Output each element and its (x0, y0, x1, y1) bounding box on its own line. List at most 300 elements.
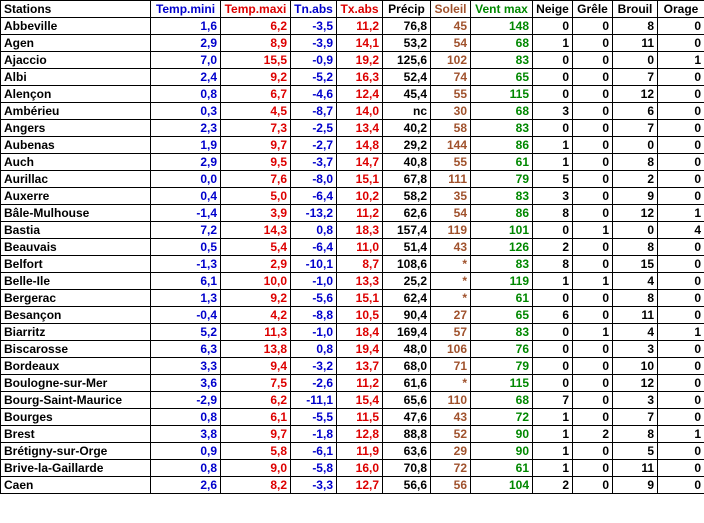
cell-grele: 0 (573, 86, 613, 103)
cell-tmin: -1,4 (151, 205, 221, 222)
cell-tmax: 4,2 (221, 307, 291, 324)
column-header-grele: Grêle (573, 1, 613, 18)
cell-precip: 53,2 (383, 35, 431, 52)
cell-orage: 0 (658, 18, 704, 35)
cell-vent: 83 (471, 256, 533, 273)
cell-brouil: 7 (613, 409, 658, 426)
cell-soleil: 74 (431, 69, 471, 86)
cell-brouil: 12 (613, 205, 658, 222)
cell-station: Caen (1, 477, 151, 494)
table-row (1, 460, 704, 477)
cell-precip: nc (383, 103, 431, 120)
cell-station: Alençon (1, 86, 151, 103)
cell-precip: 67,8 (383, 171, 431, 188)
cell-grele: 0 (573, 290, 613, 307)
cell-tmax: 14,3 (221, 222, 291, 239)
cell-neige: 1 (533, 35, 573, 52)
cell-precip: 65,6 (383, 392, 431, 409)
cell-tnabs: -3,5 (291, 18, 337, 35)
cell-tnabs: -6,4 (291, 188, 337, 205)
cell-neige: 0 (533, 290, 573, 307)
cell-brouil: 12 (613, 375, 658, 392)
cell-tmax: 5,4 (221, 239, 291, 256)
cell-tmax: 13,8 (221, 341, 291, 358)
cell-grele: 0 (573, 375, 613, 392)
cell-brouil: 4 (613, 324, 658, 341)
cell-precip: 62,6 (383, 205, 431, 222)
cell-brouil: 7 (613, 69, 658, 86)
cell-precip: 56,6 (383, 477, 431, 494)
cell-soleil: 54 (431, 205, 471, 222)
cell-tmax: 7,6 (221, 171, 291, 188)
cell-tnabs: -5,6 (291, 290, 337, 307)
cell-precip: 47,6 (383, 409, 431, 426)
column-header-tmin: Temp.mini (151, 1, 221, 18)
cell-tmax: 9,2 (221, 290, 291, 307)
cell-orage: 0 (658, 307, 704, 324)
cell-grele: 0 (573, 154, 613, 171)
cell-grele: 0 (573, 103, 613, 120)
cell-tnabs: -4,6 (291, 86, 337, 103)
cell-brouil: 6 (613, 103, 658, 120)
cell-orage: 0 (658, 443, 704, 460)
cell-brouil: 0 (613, 222, 658, 239)
cell-orage: 0 (658, 69, 704, 86)
cell-station: Boulogne-sur-Mer (1, 375, 151, 392)
cell-tmin: 7,2 (151, 222, 221, 239)
cell-station: Bordeaux (1, 358, 151, 375)
cell-soleil: 43 (431, 239, 471, 256)
cell-soleil: 35 (431, 188, 471, 205)
table-row (1, 69, 704, 86)
cell-soleil: 27 (431, 307, 471, 324)
cell-tnabs: -3,2 (291, 358, 337, 375)
cell-precip: 157,4 (383, 222, 431, 239)
column-header-station: Stations (1, 1, 151, 18)
cell-txabs: 11,2 (337, 18, 383, 35)
cell-soleil: 55 (431, 86, 471, 103)
cell-brouil: 9 (613, 477, 658, 494)
cell-tmin: 2,4 (151, 69, 221, 86)
cell-neige: 1 (533, 409, 573, 426)
cell-precip: 51,4 (383, 239, 431, 256)
cell-brouil: 12 (613, 86, 658, 103)
cell-tmax: 8,2 (221, 477, 291, 494)
cell-tnabs: -1,8 (291, 426, 337, 443)
table-row (1, 154, 704, 171)
cell-grele: 0 (573, 18, 613, 35)
table-row (1, 341, 704, 358)
cell-vent: 83 (471, 52, 533, 69)
cell-tnabs: -2,6 (291, 375, 337, 392)
cell-brouil: 15 (613, 256, 658, 273)
cell-orage: 0 (658, 392, 704, 409)
cell-soleil: 55 (431, 154, 471, 171)
table-body (1, 18, 704, 494)
cell-tmin: 0,8 (151, 86, 221, 103)
cell-vent: 76 (471, 341, 533, 358)
cell-grele: 2 (573, 426, 613, 443)
cell-soleil: 111 (431, 171, 471, 188)
cell-txabs: 11,2 (337, 205, 383, 222)
cell-brouil: 9 (613, 188, 658, 205)
cell-vent: 65 (471, 307, 533, 324)
cell-tmin: 0,9 (151, 443, 221, 460)
cell-precip: 88,8 (383, 426, 431, 443)
cell-grele: 1 (573, 273, 613, 290)
cell-neige: 8 (533, 205, 573, 222)
cell-station: Agen (1, 35, 151, 52)
cell-soleil: 110 (431, 392, 471, 409)
cell-precip: 58,2 (383, 188, 431, 205)
cell-vent: 86 (471, 137, 533, 154)
cell-tmin: 1,3 (151, 290, 221, 307)
table-row (1, 171, 704, 188)
cell-txabs: 13,7 (337, 358, 383, 375)
cell-precip: 63,6 (383, 443, 431, 460)
cell-vent: 72 (471, 409, 533, 426)
cell-tnabs: -3,9 (291, 35, 337, 52)
cell-tmin: 5,2 (151, 324, 221, 341)
cell-tmin: 3,6 (151, 375, 221, 392)
cell-tmin: 1,6 (151, 18, 221, 35)
cell-station: Beauvais (1, 239, 151, 256)
cell-tnabs: -3,3 (291, 477, 337, 494)
cell-tmin: -0,4 (151, 307, 221, 324)
cell-station: Auxerre (1, 188, 151, 205)
cell-precip: 169,4 (383, 324, 431, 341)
cell-soleil: 72 (431, 460, 471, 477)
cell-tmax: 7,5 (221, 375, 291, 392)
cell-soleil: * (431, 375, 471, 392)
cell-neige: 3 (533, 188, 573, 205)
table-row (1, 35, 704, 52)
cell-txabs: 18,3 (337, 222, 383, 239)
cell-tmax: 6,2 (221, 392, 291, 409)
cell-station: Belfort (1, 256, 151, 273)
cell-brouil: 0 (613, 137, 658, 154)
cell-neige: 2 (533, 239, 573, 256)
cell-vent: 148 (471, 18, 533, 35)
cell-brouil: 8 (613, 426, 658, 443)
cell-tmin: 7,0 (151, 52, 221, 69)
cell-vent: 104 (471, 477, 533, 494)
cell-neige: 2 (533, 477, 573, 494)
cell-grele: 0 (573, 358, 613, 375)
cell-neige: 0 (533, 375, 573, 392)
cell-neige: 1 (533, 460, 573, 477)
cell-tmin: 2,9 (151, 154, 221, 171)
table-row (1, 256, 704, 273)
cell-soleil: * (431, 273, 471, 290)
cell-brouil: 10 (613, 358, 658, 375)
cell-vent: 115 (471, 375, 533, 392)
cell-tmin: 0,0 (151, 171, 221, 188)
cell-tnabs: 0,8 (291, 341, 337, 358)
cell-tmax: 9,4 (221, 358, 291, 375)
cell-tmin: 1,9 (151, 137, 221, 154)
cell-tnabs: -6,1 (291, 443, 337, 460)
table-row (1, 324, 704, 341)
cell-txabs: 12,4 (337, 86, 383, 103)
cell-neige: 0 (533, 324, 573, 341)
cell-tmin: 0,5 (151, 239, 221, 256)
cell-neige: 1 (533, 154, 573, 171)
cell-neige: 1 (533, 426, 573, 443)
cell-station: Ajaccio (1, 52, 151, 69)
cell-station: Auch (1, 154, 151, 171)
cell-brouil: 11 (613, 35, 658, 52)
cell-tnabs: -5,5 (291, 409, 337, 426)
cell-tmax: 9,0 (221, 460, 291, 477)
cell-txabs: 19,4 (337, 341, 383, 358)
cell-soleil: 52 (431, 426, 471, 443)
cell-orage: 0 (658, 137, 704, 154)
cell-txabs: 16,0 (337, 460, 383, 477)
column-header-vent: Vent max (471, 1, 533, 18)
cell-grele: 0 (573, 52, 613, 69)
cell-orage: 0 (658, 171, 704, 188)
cell-neige: 8 (533, 256, 573, 273)
cell-precip: 25,2 (383, 273, 431, 290)
table-row (1, 443, 704, 460)
cell-soleil: 54 (431, 35, 471, 52)
cell-txabs: 12,7 (337, 477, 383, 494)
cell-station: Brétigny-sur-Orge (1, 443, 151, 460)
cell-txabs: 15,4 (337, 392, 383, 409)
column-header-orage: Orage (658, 1, 704, 18)
cell-precip: 48,0 (383, 341, 431, 358)
cell-orage: 0 (658, 188, 704, 205)
cell-tnabs: -6,4 (291, 239, 337, 256)
cell-brouil: 0 (613, 52, 658, 69)
cell-tmin: 2,9 (151, 35, 221, 52)
cell-tmax: 4,5 (221, 103, 291, 120)
cell-station: Brive-la-Gaillarde (1, 460, 151, 477)
cell-tmax: 9,7 (221, 426, 291, 443)
cell-orage: 1 (658, 426, 704, 443)
cell-brouil: 7 (613, 120, 658, 137)
cell-tmax: 3,9 (221, 205, 291, 222)
cell-tmax: 8,9 (221, 35, 291, 52)
cell-vent: 61 (471, 154, 533, 171)
cell-orage: 0 (658, 35, 704, 52)
cell-txabs: 14,1 (337, 35, 383, 52)
cell-grele: 0 (573, 120, 613, 137)
cell-tmax: 10,0 (221, 273, 291, 290)
cell-soleil: 58 (431, 120, 471, 137)
cell-station: Angers (1, 120, 151, 137)
cell-tnabs: -1,0 (291, 273, 337, 290)
cell-neige: 1 (533, 443, 573, 460)
table-row (1, 392, 704, 409)
cell-grele: 0 (573, 307, 613, 324)
cell-tmax: 5,8 (221, 443, 291, 460)
cell-tnabs: -2,5 (291, 120, 337, 137)
table-row (1, 290, 704, 307)
cell-tnabs: 0,8 (291, 222, 337, 239)
cell-soleil: 102 (431, 52, 471, 69)
cell-soleil: * (431, 290, 471, 307)
cell-orage: 0 (658, 375, 704, 392)
cell-brouil: 2 (613, 171, 658, 188)
cell-vent: 79 (471, 358, 533, 375)
cell-grele: 0 (573, 205, 613, 222)
cell-tnabs: -5,2 (291, 69, 337, 86)
cell-vent: 68 (471, 103, 533, 120)
table-row (1, 120, 704, 137)
cell-neige: 3 (533, 103, 573, 120)
cell-orage: 0 (658, 409, 704, 426)
cell-soleil: 119 (431, 222, 471, 239)
cell-txabs: 8,7 (337, 256, 383, 273)
cell-neige: 0 (533, 52, 573, 69)
cell-neige: 0 (533, 18, 573, 35)
cell-vent: 65 (471, 69, 533, 86)
cell-soleil: 144 (431, 137, 471, 154)
cell-station: Bâle-Mulhouse (1, 205, 151, 222)
cell-orage: 0 (658, 103, 704, 120)
cell-txabs: 16,3 (337, 69, 383, 86)
cell-txabs: 12,8 (337, 426, 383, 443)
cell-neige: 1 (533, 273, 573, 290)
cell-txabs: 19,2 (337, 52, 383, 69)
cell-vent: 90 (471, 443, 533, 460)
table-row (1, 188, 704, 205)
cell-vent: 90 (471, 426, 533, 443)
cell-neige: 0 (533, 69, 573, 86)
cell-orage: 0 (658, 358, 704, 375)
cell-soleil: 56 (431, 477, 471, 494)
cell-tmin: 0,4 (151, 188, 221, 205)
cell-tnabs: -1,0 (291, 324, 337, 341)
cell-vent: 83 (471, 188, 533, 205)
cell-neige: 0 (533, 222, 573, 239)
cell-tmin: 3,8 (151, 426, 221, 443)
table-row (1, 358, 704, 375)
cell-tnabs: -11,1 (291, 392, 337, 409)
cell-vent: 101 (471, 222, 533, 239)
cell-vent: 126 (471, 239, 533, 256)
cell-tnabs: -3,7 (291, 154, 337, 171)
column-header-precip: Précip (383, 1, 431, 18)
cell-vent: 79 (471, 171, 533, 188)
cell-orage: 1 (658, 52, 704, 69)
cell-tmax: 7,3 (221, 120, 291, 137)
cell-tmin: 6,3 (151, 341, 221, 358)
table-row (1, 103, 704, 120)
table-row (1, 137, 704, 154)
cell-orage: 0 (658, 460, 704, 477)
cell-precip: 125,6 (383, 52, 431, 69)
table-row (1, 52, 704, 69)
cell-precip: 108,6 (383, 256, 431, 273)
cell-tmin: -2,9 (151, 392, 221, 409)
cell-orage: 1 (658, 205, 704, 222)
cell-neige: 7 (533, 392, 573, 409)
cell-orage: 0 (658, 239, 704, 256)
cell-tnabs: -8,0 (291, 171, 337, 188)
cell-precip: 61,6 (383, 375, 431, 392)
cell-orage: 0 (658, 86, 704, 103)
cell-txabs: 10,5 (337, 307, 383, 324)
cell-station: Aubenas (1, 137, 151, 154)
cell-tmin: 3,3 (151, 358, 221, 375)
cell-vent: 83 (471, 324, 533, 341)
cell-precip: 68,0 (383, 358, 431, 375)
cell-neige: 0 (533, 341, 573, 358)
cell-station: Biarritz (1, 324, 151, 341)
cell-grele: 0 (573, 256, 613, 273)
cell-txabs: 11,9 (337, 443, 383, 460)
cell-tmin: 6,1 (151, 273, 221, 290)
cell-soleil: 43 (431, 409, 471, 426)
cell-tnabs: -5,8 (291, 460, 337, 477)
cell-soleil: 106 (431, 341, 471, 358)
cell-txabs: 13,4 (337, 120, 383, 137)
cell-grele: 1 (573, 324, 613, 341)
cell-grele: 0 (573, 341, 613, 358)
cell-orage: 0 (658, 341, 704, 358)
column-header-tnabs: Tn.abs (291, 1, 337, 18)
cell-tmax: 9,2 (221, 69, 291, 86)
cell-vent: 115 (471, 86, 533, 103)
cell-neige: 0 (533, 86, 573, 103)
cell-grele: 0 (573, 477, 613, 494)
cell-brouil: 8 (613, 18, 658, 35)
cell-brouil: 3 (613, 392, 658, 409)
cell-txabs: 14,0 (337, 103, 383, 120)
cell-orage: 0 (658, 290, 704, 307)
cell-station: Bourges (1, 409, 151, 426)
cell-txabs: 10,2 (337, 188, 383, 205)
table-row (1, 222, 704, 239)
cell-txabs: 14,7 (337, 154, 383, 171)
cell-station: Bastia (1, 222, 151, 239)
cell-tmax: 6,2 (221, 18, 291, 35)
column-header-soleil: Soleil (431, 1, 471, 18)
cell-tnabs: -0,9 (291, 52, 337, 69)
cell-tmin: -1,3 (151, 256, 221, 273)
cell-tmin: 2,6 (151, 477, 221, 494)
cell-tmax: 9,5 (221, 154, 291, 171)
cell-precip: 90,4 (383, 307, 431, 324)
table-row (1, 307, 704, 324)
cell-soleil: 57 (431, 324, 471, 341)
column-header-txabs: Tx.abs (337, 1, 383, 18)
cell-txabs: 13,3 (337, 273, 383, 290)
cell-orage: 0 (658, 477, 704, 494)
cell-grele: 0 (573, 239, 613, 256)
cell-brouil: 11 (613, 460, 658, 477)
table-row (1, 239, 704, 256)
cell-vent: 119 (471, 273, 533, 290)
cell-tmax: 6,1 (221, 409, 291, 426)
table-row (1, 273, 704, 290)
cell-tmax: 15,5 (221, 52, 291, 69)
cell-vent: 61 (471, 290, 533, 307)
cell-soleil: * (431, 256, 471, 273)
cell-station: Besançon (1, 307, 151, 324)
cell-txabs: 14,8 (337, 137, 383, 154)
cell-neige: 6 (533, 307, 573, 324)
cell-tnabs: -8,8 (291, 307, 337, 324)
cell-station: Bourg-Saint-Maurice (1, 392, 151, 409)
cell-txabs: 15,1 (337, 171, 383, 188)
cell-tmin: 2,3 (151, 120, 221, 137)
cell-precip: 70,8 (383, 460, 431, 477)
cell-soleil: 71 (431, 358, 471, 375)
